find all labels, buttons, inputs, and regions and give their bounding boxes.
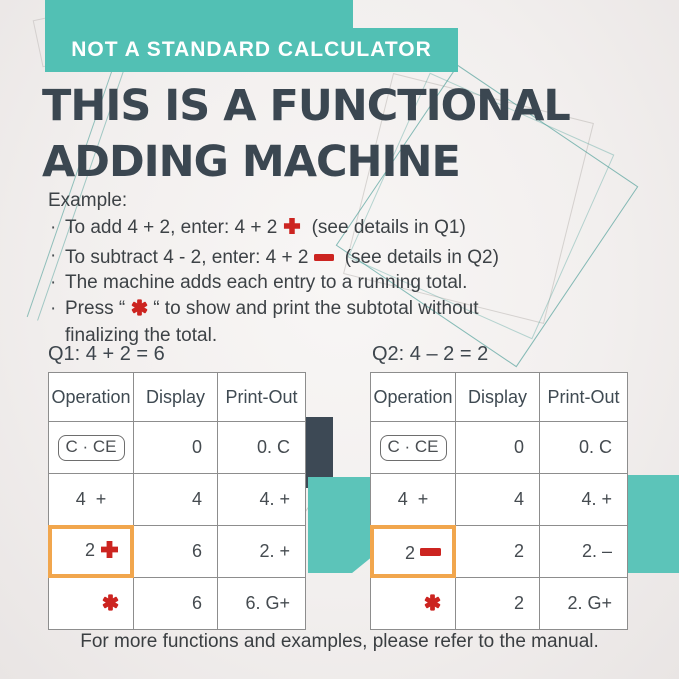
display-cell: 4	[456, 474, 540, 526]
table-row	[49, 526, 306, 578]
asterisk-icon	[102, 594, 119, 616]
operation-cell	[49, 578, 134, 630]
asterisk-icon	[131, 298, 148, 324]
table-row	[49, 578, 306, 630]
display-cell: 6	[134, 578, 218, 630]
bullet-text: (see details in Q2)	[339, 246, 499, 268]
column-header-display: Display	[456, 373, 540, 422]
display-cell: 0	[134, 422, 218, 474]
table-row	[371, 422, 628, 474]
printout-cell: 6. G+	[218, 578, 306, 630]
q2-table-title: Q2: 4 – 2 = 2	[372, 343, 489, 365]
bullet-subtotal-key	[48, 296, 557, 349]
bullet-text: Press “	[65, 297, 126, 319]
printout-cell: 0. C	[540, 422, 628, 474]
operation-cell	[371, 578, 456, 630]
teal-accent-block	[622, 475, 679, 573]
minus-icon	[314, 243, 334, 269]
table-row	[49, 474, 306, 526]
q1-table-title: Q1: 4 + 2 = 6	[48, 343, 165, 365]
display-cell: 0	[456, 422, 540, 474]
bullet-text: To subtract 4 - 2, enter: 4 + 2	[65, 246, 309, 268]
example-title: Example:	[48, 190, 128, 211]
table-header-row	[49, 373, 306, 422]
bullet-subtract-example	[48, 243, 557, 271]
operation-cell: 4 +	[371, 474, 456, 526]
operation-cell	[371, 422, 456, 474]
table-row	[371, 474, 628, 526]
printout-cell: 2. G+	[540, 578, 628, 630]
display-cell: 2	[456, 578, 540, 630]
printout-cell: 4. +	[218, 474, 306, 526]
column-header-operation: Operation	[49, 373, 134, 422]
operation-cell: 4 +	[49, 474, 134, 526]
bullet-text: (see details in Q1)	[306, 217, 466, 238]
q2-table	[370, 372, 628, 630]
plus-icon	[283, 217, 301, 243]
table-header-row	[371, 373, 628, 422]
printout-cell: 0. C	[218, 422, 306, 474]
table-row	[371, 578, 628, 630]
table-row	[371, 526, 628, 578]
page-title	[42, 78, 570, 190]
printout-cell: 2. +	[218, 526, 306, 578]
banner-label: NOT A STANDARD CALCULATOR	[71, 38, 432, 61]
bullet-add-example	[48, 215, 557, 243]
operation-cell-highlighted: 2	[49, 526, 134, 578]
display-cell: 2	[456, 526, 540, 578]
operation-cell-highlighted: 2	[371, 526, 456, 578]
column-header-printout: Print-Out	[218, 373, 306, 422]
printout-cell: 4. +	[540, 474, 628, 526]
top-banner	[45, 28, 458, 72]
clear-key-label: C · CE	[58, 435, 125, 461]
q1-table	[48, 372, 306, 630]
display-cell: 6	[134, 526, 218, 578]
display-cell: 4	[134, 474, 218, 526]
teal-accent-block	[308, 477, 371, 573]
bullet-text: “ to show and print the subtotal without finalizing the total.	[65, 297, 479, 346]
example-section	[48, 189, 557, 349]
bullet-running-total	[48, 270, 557, 296]
column-header-printout: Print-Out	[540, 373, 628, 422]
example-bullet-list	[48, 215, 557, 349]
table-row	[49, 422, 306, 474]
footer-note: For more functions and examples, please refer to the manual.	[80, 631, 599, 652]
plus-icon	[100, 540, 119, 564]
bullet-text: The machine adds each entry to a running total.	[65, 272, 468, 293]
column-header-display: Display	[134, 373, 218, 422]
operation-cell	[49, 422, 134, 474]
printout-cell: 2. –	[540, 526, 628, 578]
minus-icon	[420, 540, 441, 561]
page-title-line1: THIS IS A FUNCTIONAL	[42, 81, 570, 131]
bullet-text: To add 4 + 2, enter: 4 + 2	[65, 217, 278, 238]
page-title-line2: ADDING MACHINE	[42, 137, 460, 187]
column-header-operation: Operation	[371, 373, 456, 422]
asterisk-icon	[424, 594, 441, 616]
clear-key-label: C · CE	[380, 435, 447, 461]
